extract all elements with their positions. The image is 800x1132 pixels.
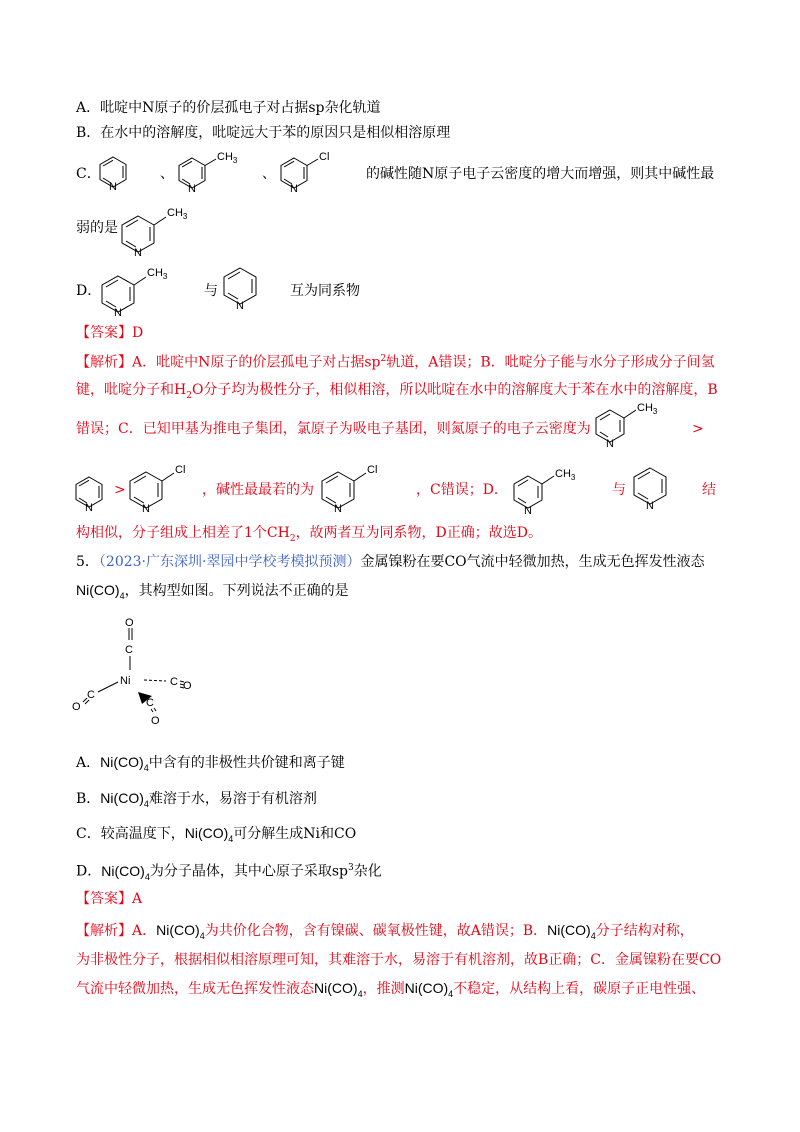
q4-explanation-line4-end: 结 <box>702 482 716 498</box>
chlorine-atom: Cl <box>367 464 378 476</box>
svg-text:O: O <box>151 715 160 727</box>
svg-text:Ni: Ni <box>120 675 131 687</box>
chloropyridine-structure <box>124 460 204 515</box>
q5-explanation-line1: 【解析】A．$Ni(CO)_4$为共价化合物，含有镍碳、碳氧极性键，故A错误；B．$Ni(CO)_4$分子结构对称， <box>76 922 694 941</box>
q5-explanation-line2: 为非极性分子，根据相似相溶原理可知，其难溶于水，易溶于有机溶剂，故B正确；C．金属镍粉在要CO <box>76 952 722 968</box>
nico4-structure <box>70 606 210 726</box>
n-atom: N <box>646 500 654 512</box>
q4-answer: 【答案】D <box>76 325 144 341</box>
pyridine-structure <box>74 474 104 514</box>
methylpyridine-structure <box>510 466 590 516</box>
q4-option-c-label: C． <box>76 166 101 182</box>
svg-text:C: C <box>146 697 154 709</box>
svg-text:C: C <box>170 676 178 688</box>
q4-option-d-end: 互为同系物 <box>290 283 360 299</box>
q5-stem-line2: $Ni(CO)_4$，其构型如图。下列说法不正确的是 <box>76 582 349 601</box>
q5-option-c: C．较高温度下，$Ni(CO)_4$可分解生成Ni和CO <box>76 825 357 844</box>
q4-option-b: B．在水中的溶解度，吡啶远大于苯的原因只是相似相溶原理 <box>76 125 451 141</box>
methylpyridine-structure <box>96 262 186 319</box>
methyl-group: $CH_3$ <box>637 402 658 416</box>
q5-option-b: B．$Ni(CO)_4$难溶于水，易溶于有机溶剂 <box>76 790 317 809</box>
q4-option-c-sep1: 、 <box>160 166 174 182</box>
q4-explanation-line4-mid: ，碱性最最若的为 <box>202 482 314 498</box>
q5-option-d: D．$Ni(CO)_4$为分子晶体，其中心原子采取$sp^3$杂化 <box>76 862 382 882</box>
n-atom: N <box>524 505 532 517</box>
n-atom: N <box>109 181 117 193</box>
q4-explanation-line4-yu: 与 <box>612 482 626 498</box>
q4-explanation-line2: 键，吡啶分子和$H_2O$分子均为极性分子，相似相溶，所以吡啶在水中的溶解度大于苯在水中的溶解度，B <box>76 382 718 401</box>
pyridine-structure <box>218 262 268 316</box>
q4-option-a: A．吡啶中N原子的价层孤电子对占据sp杂化轨道 <box>76 100 381 116</box>
chloropyridine-structure <box>276 148 346 195</box>
methylpyridine-structure <box>116 204 196 259</box>
q5-stem-line1: 5．（2023·广东深圳·翠园中学校考模拟预测）金属镍粉在要CO气流中轻微加热，生成无色挥发性液态 <box>76 554 705 570</box>
n-atom: N <box>606 438 614 450</box>
chloropyridine-structure <box>316 460 396 515</box>
svg-text:O: O <box>125 617 134 629</box>
nico4-formula: $Ni(CO)_4$ <box>76 582 125 601</box>
n-atom: N <box>236 300 244 312</box>
n-atom: N <box>188 183 196 195</box>
methyl-group: $CH_3$ <box>217 151 238 165</box>
gt-sign: > <box>114 482 126 498</box>
q5-option-a: A．$Ni(CO)_4$中含有的非极性共价键和离子键 <box>76 754 345 773</box>
svg-text:C: C <box>125 644 133 656</box>
q4-explanation-line4-c: ，C错误；D． <box>416 482 508 498</box>
pyridine-structure <box>98 156 128 192</box>
n-atom: N <box>134 247 142 259</box>
q4-explanation-line3: 错误；C．已知甲基为推电子集团，氯原子为吸电子基团，则氮原子的电子云密度为 <box>76 421 591 437</box>
n-atom: N <box>290 183 298 195</box>
q5-explanation-line3: 气流中轻微加热，生成无色挥发性液态$Ni(CO)_4$，推测$Ni(CO)_4$不稳定，从结构上看，碳原子正电性强、 <box>76 980 706 999</box>
svg-text:O: O <box>72 701 81 713</box>
q4-option-d-label: D． <box>76 283 102 299</box>
q5-answer: 【答案】A <box>76 891 143 907</box>
methyl-group: $CH_3$ <box>167 207 188 221</box>
pyridine-structure <box>628 462 678 516</box>
q4-explanation-line5: 构相似，分子组成上相差了1个$CH_2$，故两者互为同系物，D正确；故选D。 <box>76 525 543 544</box>
q4-option-d-mid: 与 <box>204 283 218 299</box>
gt-sign: > <box>692 421 704 437</box>
chlorine-atom: Cl <box>319 151 330 163</box>
methylpyridine-structure <box>174 148 244 195</box>
svg-text:O: O <box>183 680 192 692</box>
q4-option-c-text: 的碱性随N原子电子云密度的增大而增强，则其中碱性最 <box>366 166 715 182</box>
q4-option-c-sep2: 、 <box>262 166 276 182</box>
methyl-group: $CH_3$ <box>147 267 168 281</box>
methyl-group: $CH_3$ <box>555 468 576 482</box>
n-atom: N <box>334 503 342 515</box>
q4-explanation-line1: 【解析】A．吡啶中N原子的价层孤电子对占据$sp^2$轨道，A错误；B．吡啶分子能与水分子形成分子间氢 <box>76 354 715 371</box>
svg-text:C: C <box>87 689 95 701</box>
chlorine-atom: Cl <box>175 464 186 476</box>
q4-option-c-text2: 弱的是 <box>76 220 118 236</box>
n-atom: N <box>85 502 93 514</box>
methylpyridine-structure <box>592 400 672 448</box>
n-atom: N <box>142 503 150 515</box>
n-atom: N <box>114 307 122 319</box>
